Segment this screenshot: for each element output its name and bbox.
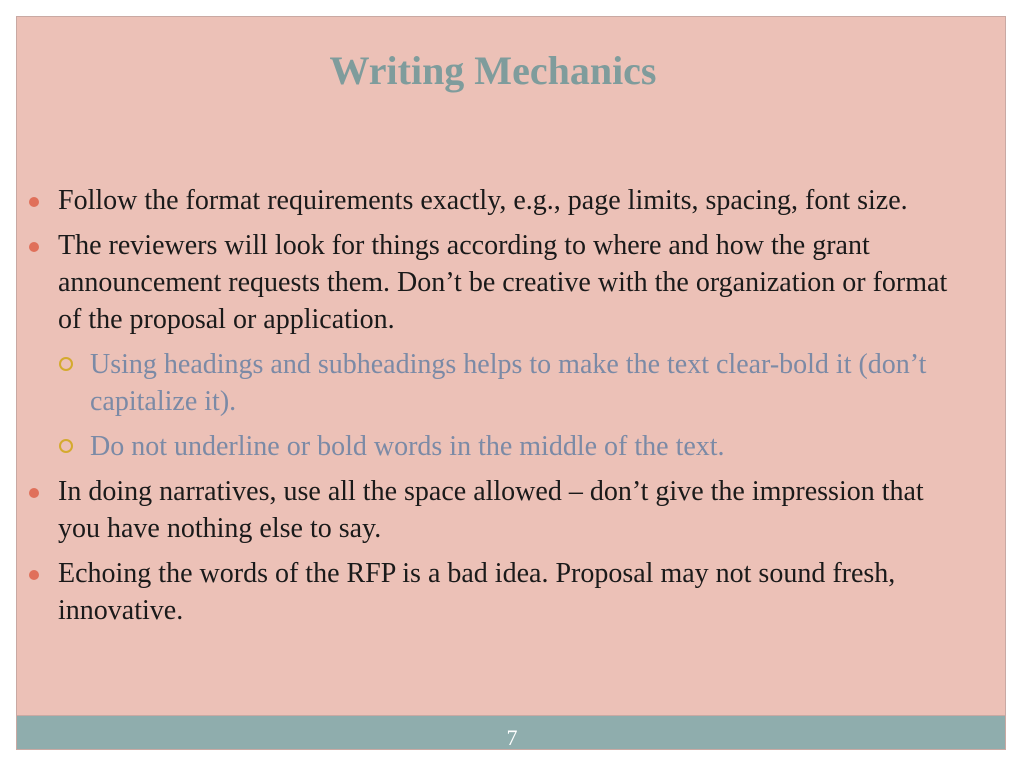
- bullet-item: [17, 473, 957, 547]
- bullet-item: [17, 182, 957, 219]
- bullet-text: Follow the format requirements exactly, e.g., page limits, spacing, font size.: [58, 185, 908, 216]
- bullet-list: [17, 182, 957, 637]
- bullet-dot-icon: [29, 570, 39, 580]
- bullet-dot-icon: [29, 242, 39, 252]
- bullet-dot-icon: [29, 197, 39, 207]
- bullet-text: The reviewers will look for things according to where and how the grant announcement requests them. Don’t be creative with the organization or format of the proposal or application.: [58, 230, 948, 335]
- slide: [16, 16, 1006, 716]
- page-number: 7: [506, 725, 518, 750]
- bullet-text: Echoing the words of the RFP is a bad idea. Proposal may not sound fresh, innovative.: [58, 558, 896, 626]
- bullet-item: [17, 555, 957, 629]
- sub-bullet-item: [17, 428, 957, 465]
- ring-bullet-icon: [59, 439, 73, 453]
- sub-bullet-text: Using headings and subheadings helps to make the text clear-bold it (don’t capitalize it).: [90, 349, 927, 417]
- bullet-dot-icon: [29, 488, 39, 498]
- bullet-text: In doing narratives, use all the space allowed – don’t give the impression that you have nothing else to say.: [58, 476, 924, 544]
- ring-bullet-icon: [59, 357, 73, 371]
- sub-bullet-text: Do not underline or bold words in the middle of the text.: [90, 431, 725, 462]
- sub-bullet-item: [17, 346, 957, 420]
- slide-title: Writing Mechanics: [329, 48, 657, 93]
- bullet-item: [17, 227, 957, 338]
